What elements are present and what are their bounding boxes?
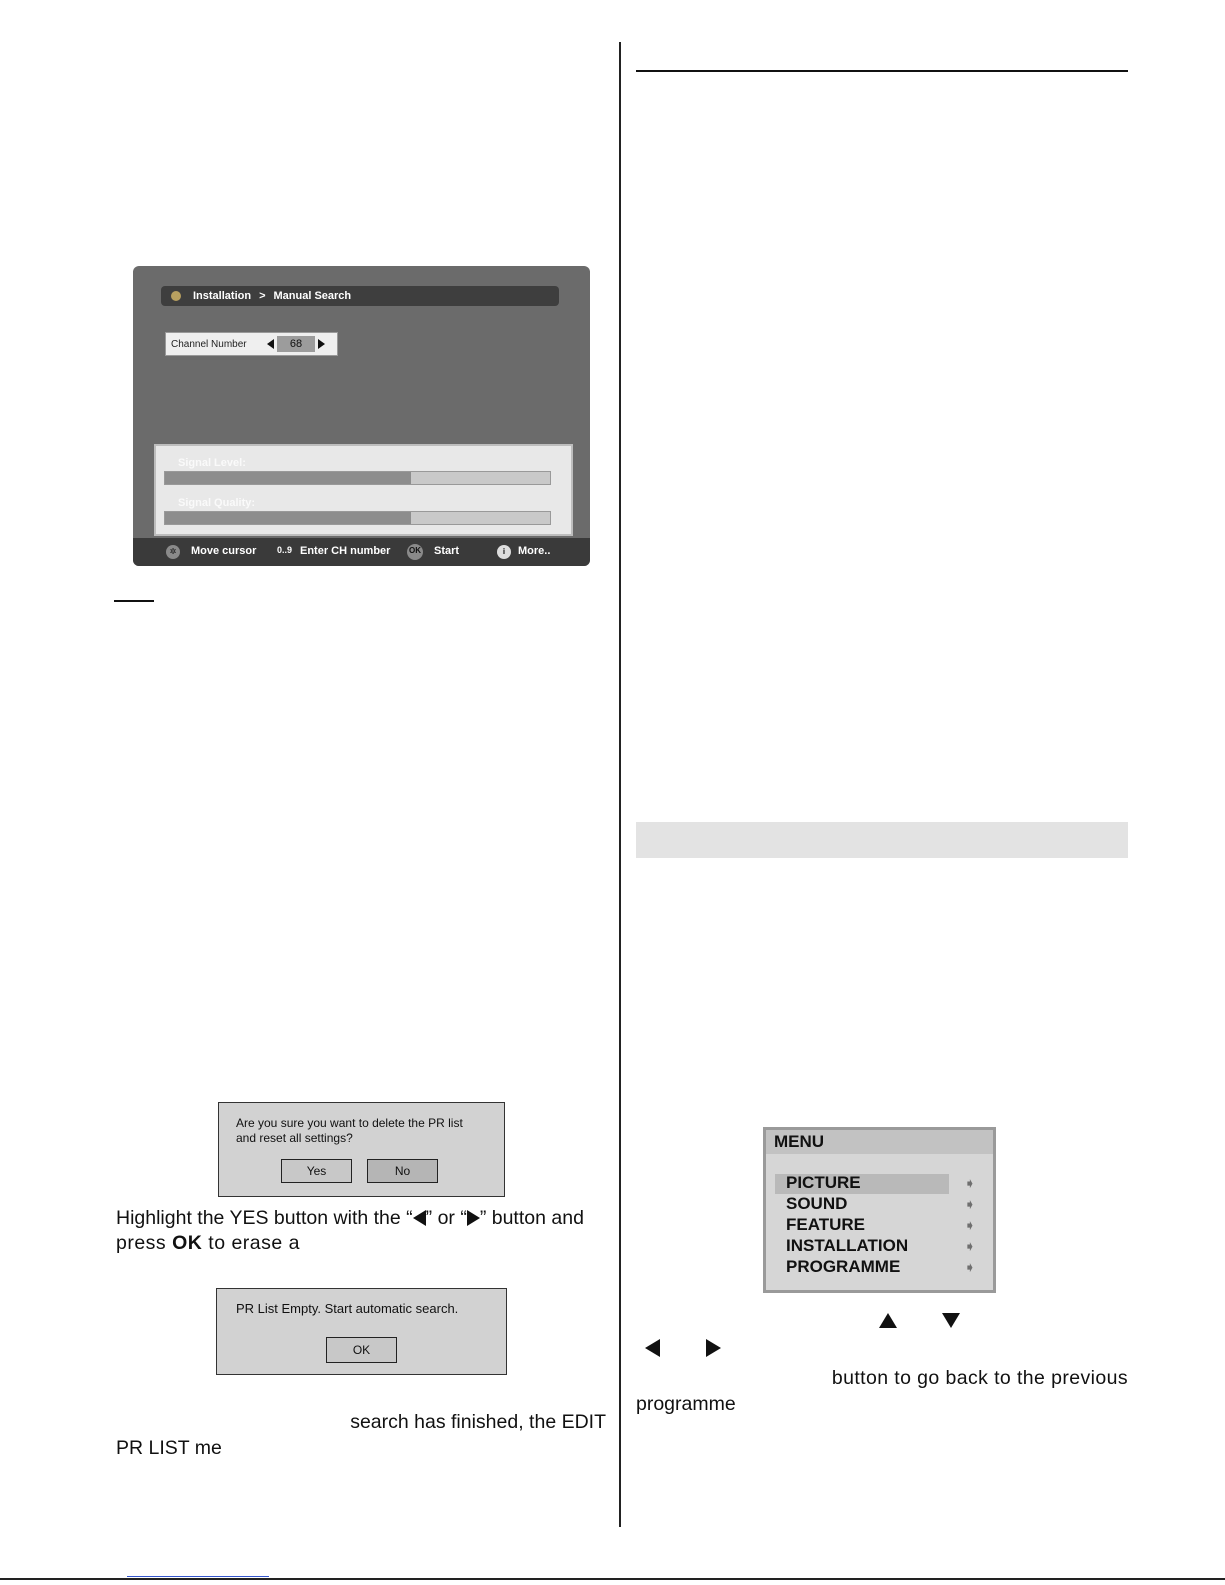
- reset-question-line2: and reset all settings?: [236, 1131, 353, 1145]
- help-enter-ch-number: Enter CH number: [300, 545, 391, 557]
- down-arrow-icon: [942, 1313, 960, 1328]
- right-arrow-icon: [706, 1339, 721, 1357]
- signal-level-label: Signal Level:: [178, 457, 246, 469]
- yes-button[interactable]: Yes: [281, 1159, 352, 1183]
- menu-item-installation[interactable]: INSTALLATION: [786, 1236, 909, 1255]
- highlight-text-3: ” button and: [479, 1207, 584, 1229]
- main-menu: [763, 1127, 996, 1293]
- go-back-line2: programme: [636, 1393, 736, 1415]
- menu-item-feature[interactable]: FEATURE: [786, 1215, 866, 1234]
- menu-item-picture[interactable]: PICTURE: [786, 1173, 861, 1192]
- arrow-left-icon[interactable]: [267, 339, 274, 349]
- highlight-text-1: Highlight the YES button with the “: [116, 1207, 413, 1229]
- reset-question-line1: Are you sure you want to delete the PR list: [236, 1116, 463, 1130]
- breadcrumb: [161, 286, 559, 306]
- no-button[interactable]: No: [367, 1159, 438, 1183]
- column-divider: [619, 42, 621, 1527]
- section-heading-band: [636, 822, 1128, 858]
- menu-title: MENU: [766, 1130, 993, 1154]
- signal-quality-fill: [165, 512, 411, 524]
- submenu-arrow-icon: ➧: [964, 1238, 976, 1254]
- signal-panel: [154, 444, 573, 536]
- submenu-arrow-icon: ➧: [964, 1217, 976, 1233]
- breadcrumb-page: Manual Search: [273, 290, 352, 302]
- erase-text-b: to erase a: [202, 1232, 300, 1254]
- help-bar: [133, 538, 590, 566]
- ok-button[interactable]: OK: [326, 1337, 397, 1363]
- right-arrow-icon: [467, 1210, 480, 1226]
- arrow-right-icon[interactable]: [318, 339, 325, 349]
- erase-text-a: press: [116, 1232, 173, 1254]
- breadcrumb-separator: >: [259, 290, 266, 302]
- info-icon: i: [497, 545, 511, 559]
- menu-item-programme[interactable]: PROGRAMME: [786, 1257, 901, 1276]
- menu-item-sound[interactable]: SOUND: [786, 1194, 848, 1213]
- pr-list-empty-dialog: [216, 1288, 507, 1375]
- channel-number-value[interactable]: 68: [277, 336, 315, 352]
- highlight-text-2: ” or “: [425, 1207, 467, 1229]
- submenu-arrow-icon: ➧: [964, 1259, 976, 1275]
- navigation-icon: ✲: [166, 545, 180, 559]
- signal-quality-label: Signal Quality:: [178, 497, 256, 509]
- signal-level-fill: [165, 472, 411, 484]
- digits-icon: 0..9: [277, 545, 293, 555]
- left-arrow-icon: [645, 1339, 660, 1357]
- highlight-instruction: [116, 1206, 606, 1231]
- submenu-arrow-icon: ➧: [964, 1196, 976, 1212]
- up-arrow-icon: [879, 1313, 897, 1328]
- signal-level-bar: [164, 471, 551, 485]
- ok-keyword: OK: [172, 1232, 203, 1254]
- erase-instruction: [116, 1231, 606, 1256]
- search-finished-line2: PR LIST me: [116, 1437, 222, 1459]
- help-more: More..: [518, 545, 551, 557]
- section-rule: [636, 70, 1128, 72]
- installation-icon: [171, 291, 181, 301]
- ok-icon: OK: [407, 544, 423, 560]
- search-finished-line1: search has finished, the EDIT: [350, 1411, 606, 1433]
- submenu-arrow-icon: ➧: [964, 1175, 976, 1191]
- help-move-cursor: Move cursor: [191, 545, 257, 557]
- channel-number-selector[interactable]: [165, 332, 338, 356]
- go-back-line1: button to go back to the previous: [831, 1367, 1128, 1389]
- left-arrow-icon: [413, 1210, 426, 1226]
- page-footer-rule: [0, 1578, 1225, 1580]
- signal-quality-bar: [164, 511, 551, 525]
- breadcrumb-section: Installation: [193, 290, 252, 302]
- reset-confirm-dialog: [218, 1102, 505, 1197]
- footer-link-underline: [127, 1576, 269, 1577]
- help-start: Start: [434, 545, 460, 557]
- channel-number-label: Channel Number: [171, 338, 247, 350]
- note-rule: [114, 600, 154, 602]
- manual-search-screen: [133, 266, 590, 566]
- pr-list-empty-message: PR List Empty. Start automatic search.: [236, 1301, 459, 1316]
